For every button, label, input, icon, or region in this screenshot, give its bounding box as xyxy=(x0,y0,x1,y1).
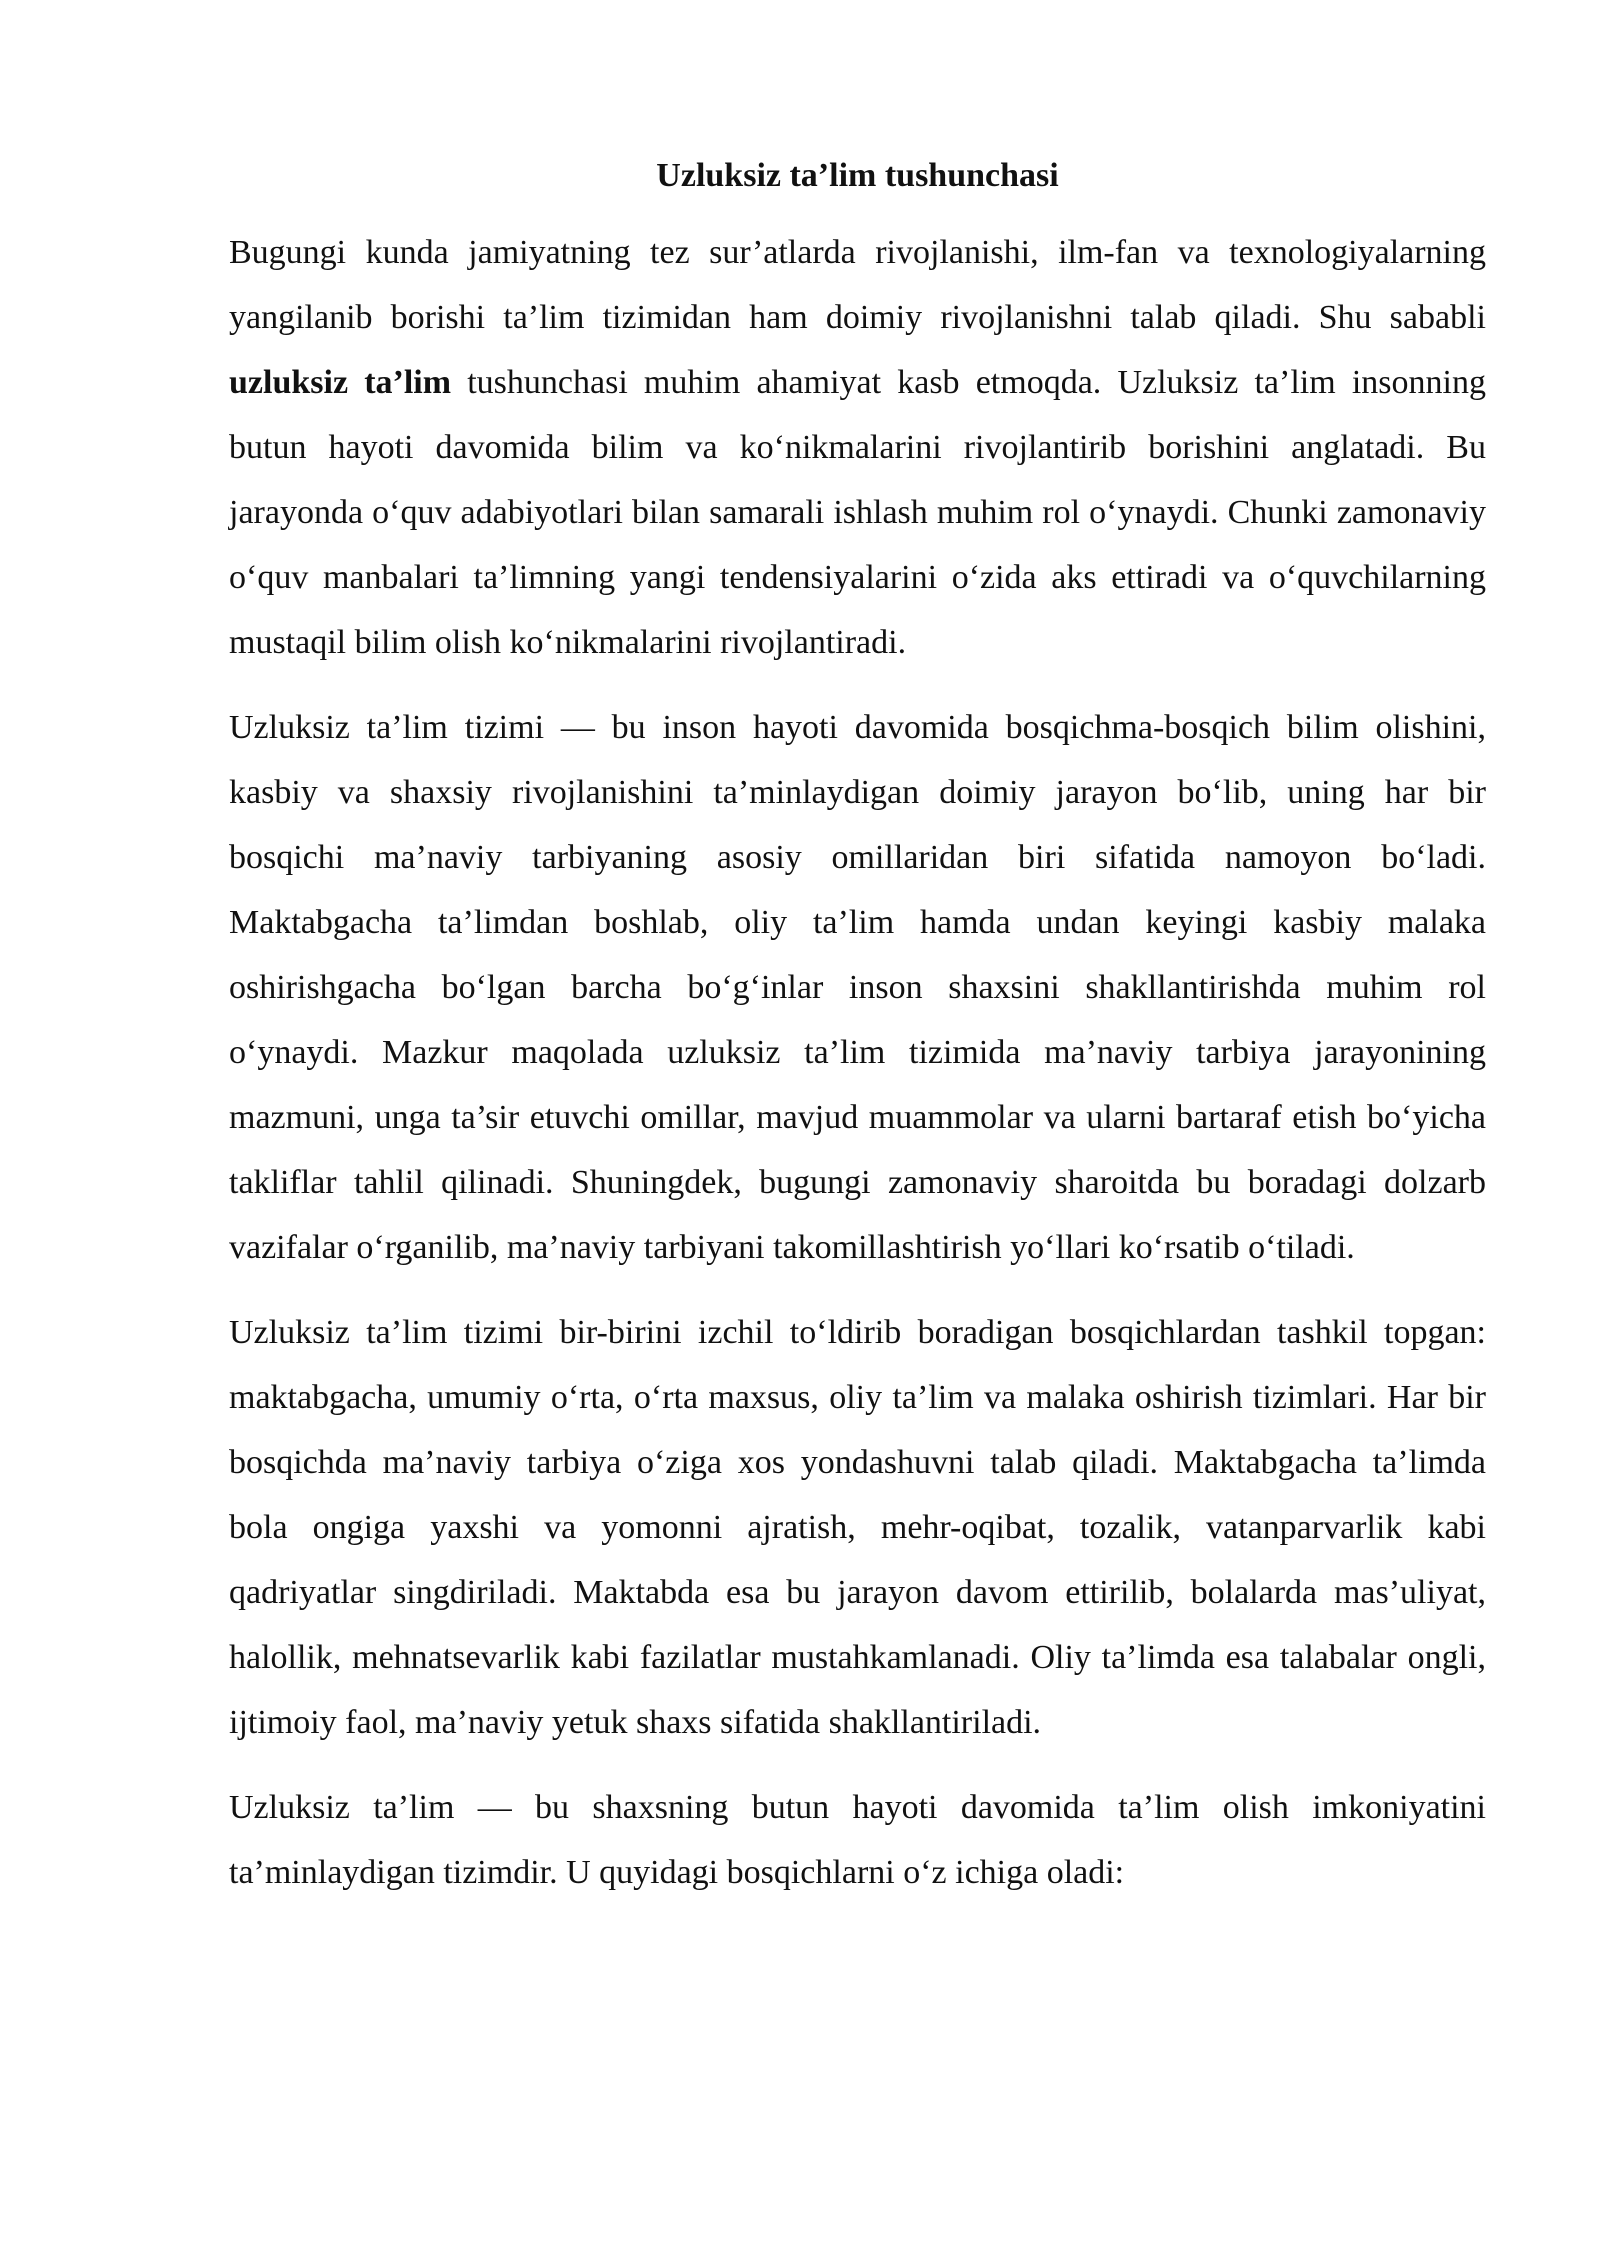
paragraph-intro xyxy=(229,220,1486,675)
document-body xyxy=(229,150,1486,1925)
paragraph-intro-text-start: Bugungi kunda jamiyatning tez sur’atlarda rivojlanishi, ilm-fan va texnologiyalarning yangilanib borishi ta’lim tizimidan ham doimiy rivojlanishni talab qiladi. Shu sababli xyxy=(229,234,1486,336)
bold-term: uzluksiz ta’lim xyxy=(229,364,452,401)
paragraph-stages: Uzluksiz ta’lim tizimi bir-birini izchil to‘ldirib boradigan bosqichlardan tashkil topgan: maktabgacha, umumiy o‘rta, o‘rta maxsus, oliy ta’lim va malaka oshirish tizimlari. Har bir bosqichda ma’naviy tarbiya o‘ziga xos yondashuvni talab qiladi. Maktabgacha ta’limda bola ongiga yaxshi va yomonni ajratish, mehr-oqibat, tozalik, vatanparvarlik kabi qadriyatlar singdiriladi. Maktabda esa bu jarayon davom ettirilib, bolalarda mas’uliyat, halollik, mehnatsevarlik kabi fazilatlar mustahkamlanadi. Oliy ta’limda esa talabalar ongli, ijtimoiy faol, ma’naviy yetuk shaxs sifatida shakllantiriladi. xyxy=(229,1314,1486,1741)
paragraph-lifelong-learning: Uzluksiz ta’lim — bu shaxsning butun hayoti davomida ta’lim olish imkoniyatini ta’minlaydigan tizimdir. U quyidagi bosqichlarni o‘z ichiga oladi: xyxy=(229,1789,1486,1891)
paragraph-system-definition: Uzluksiz ta’lim tizimi — bu inson hayoti davomida bosqichma-bosqich bilim olishini, kasbiy va shaxsiy rivojlanishini ta’minlaydigan doimiy jarayon bo‘lib, uning har bir bosqichi ma’naviy tarbiyaning asosiy omillaridan biri sifatida namoyon bo‘ladi. Maktabgacha ta’limdan boshlab, oliy ta’lim hamda undan keyingi kasbiy malaka oshirishgacha bo‘lgan barcha bo‘g‘inlar inson shaxsini shakllantirishda muhim rol o‘ynaydi. Mazkur maqolada uzluksiz ta’lim tizimida ma’naviy tarbiya jarayonining mazmuni, unga ta’sir etuvchi omillar, mavjud muammolar va ularni bartaraf etish bo‘yicha takliflar tahlil qilinadi. Shuningdek, bugungi zamonaviy sharoitda bu boradagi dolzarb vazifalar o‘rganilib, ma’naviy tarbiyani takomillashtirish yo‘llari ko‘rsatib o‘tiladi. xyxy=(229,709,1486,1266)
document-title: Uzluksiz ta’lim tushunchasi xyxy=(656,157,1059,194)
paragraph-intro-text-end: tushunchasi muhim ahamiyat kasb etmoqda. Uzluksiz ta’lim insonning butun hayoti davomida bilim va ko‘nikmalarini rivojlantirib borishini anglatadi. Bu jarayonda o‘quv adabiyotlari bilan samarali ishlash muhim rol o‘ynaydi. Chunki zamonaviy o‘quv manbalari ta’limning yangi tendensiyalarini o‘zida aks ettiradi va o‘quvchilarning mustaqil bilim olish ko‘nikmalarini rivojlantiradi. xyxy=(229,364,1486,661)
